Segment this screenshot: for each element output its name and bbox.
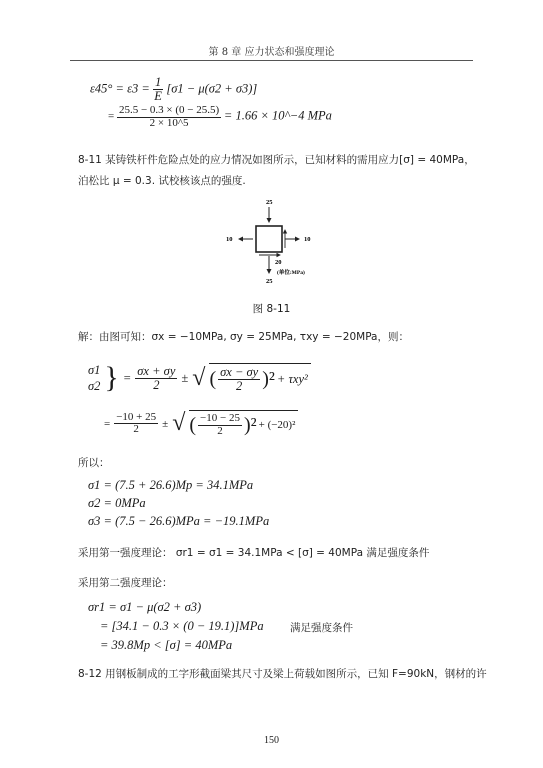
stress-element-square: [256, 226, 282, 252]
sqrt-symbol: √: [192, 364, 206, 391]
problem-8-12-line1: 8-12 用钢板制成的工字形截面梁其尺寸及梁上荷载如图所示，已知 F=90kN，钢材的许: [78, 668, 487, 680]
so-label: 所以：: [78, 457, 110, 469]
substitution-formula: = $\frac{-10 + 25}{2}$ ± √ ( $\frac{-10 - 25}{2}$ )² + (−20)²: [104, 410, 298, 437]
page-number: 150: [264, 735, 279, 746]
solution-intro: 解：由图可知：σx = −10MPa, σy = 25MPa, τxy = −20MPa，则：: [78, 331, 409, 343]
subst-radius-fraction: [198, 413, 242, 437]
strain-frac-num: 1: [154, 75, 162, 89]
second-theory-note: 满足强度条件: [290, 622, 353, 634]
shear-stress-label: 20: [275, 259, 282, 266]
strain-value-num: 25.5 − 0.3 × (0 − 25.5): [118, 104, 220, 116]
principal-stress-formula: σ1 σ2 } = $\frac{\sigma x + \sigma y}{2}$ ± √ ( $\frac{\sigma x - \sigma y}{2}$ )² + τxy²: [88, 362, 311, 395]
strain-rhs: [σ1 − μ(σ2 + σ3)]: [166, 81, 258, 96]
subst-sqrt-symbol: √: [172, 410, 186, 437]
subst-shear-term: + (−20)²: [258, 419, 296, 432]
header-rule: [70, 60, 473, 61]
subst-mean-fraction: [114, 412, 158, 436]
strain-equation: [90, 76, 257, 103]
second-theory-line2: = [34.1 − 0.3 × (0 − 19.1)]MPa: [100, 619, 264, 633]
second-theory-line1: σr1 = σ1 − μ(σ2 + σ3): [88, 600, 202, 614]
strain-value-den: 2 × 10^5: [149, 116, 189, 129]
strain-fraction: [153, 76, 163, 103]
figure-caption: 图 8-11: [252, 303, 291, 315]
second-strength-theory-label: 采用第二强度理论：: [78, 577, 173, 589]
strain-lhs: ε45° = ε3 =: [90, 81, 150, 96]
principal-stress-lhs: [88, 362, 100, 395]
unit-label: (单位:MPa): [277, 270, 305, 276]
strain-value-fraction: [117, 105, 221, 129]
sigma1-symbol: σ1: [88, 363, 101, 377]
problem-8-11-line1: 8-11 某铸铁杆件危险点处的应力情况如图所示，已知材料的需用应力[σ] = 40MPa，: [78, 154, 475, 166]
subst-radius-den: 2: [217, 424, 223, 437]
first-strength-theory: 采用第一强度理论： σr1 = σ1 = 34.1MPa < [σ] = 40MPa 满足强度条件: [78, 547, 430, 559]
mean-stress-fraction: [135, 365, 177, 392]
radius-fraction: [218, 366, 260, 393]
problem-8-11-line2: 泊松比 μ = 0.3. 试校核该点的强度.: [78, 175, 246, 187]
sigma2-result: σ2 = 0MPa: [88, 496, 146, 510]
right-stress-label: 10: [304, 236, 311, 243]
subst-radius-num: −10 − 25: [200, 412, 240, 424]
radius-num: σx − σy: [220, 365, 259, 380]
right-brace: }: [104, 361, 119, 395]
shear-term: + τxy²: [276, 372, 308, 387]
running-header: 第 8 章 应力状态和强度理论: [208, 47, 335, 58]
sqrt-body: ( $\frac{\sigma x - \sigma y}{2}$ )² + τxy²: [209, 363, 310, 393]
strain-value-equation: = $\frac{25.5 - 0.3 \times (0 - 25.5)}{2 \times 10\^{}5}$ = 1.66 × 10^−4 MPa: [108, 104, 332, 129]
subst-mean-num: −10 + 25: [116, 410, 157, 423]
sigma2-symbol: σ2: [88, 379, 101, 394]
bottom-stress-label: 25: [266, 278, 273, 285]
strain-value-result: = 1.66 × 10^−4 MPa: [223, 108, 332, 123]
left-stress-label: 10: [226, 236, 233, 243]
top-stress-label: 25: [266, 199, 273, 206]
subst-sqrt-body: ( $\frac{-10 - 25}{2}$ )² + (−20)²: [189, 410, 298, 437]
sigma3-result: σ3 = (7.5 − 26.6)MPa = −19.1MPa: [88, 514, 270, 528]
mean-stress-den: 2: [153, 377, 160, 392]
strain-frac-den: E: [154, 89, 162, 104]
stress-element-figure: [222, 194, 322, 296]
radius-den: 2: [236, 379, 243, 394]
sigma1-result: σ1 = (7.5 + 26.6)Mp = 34.1MPa: [88, 478, 254, 492]
mean-stress-num: σx + σy: [137, 363, 176, 378]
subst-mean-den: 2: [133, 423, 139, 436]
second-theory-line3: = 39.8Mp < [σ] = 40MPa: [100, 638, 233, 652]
